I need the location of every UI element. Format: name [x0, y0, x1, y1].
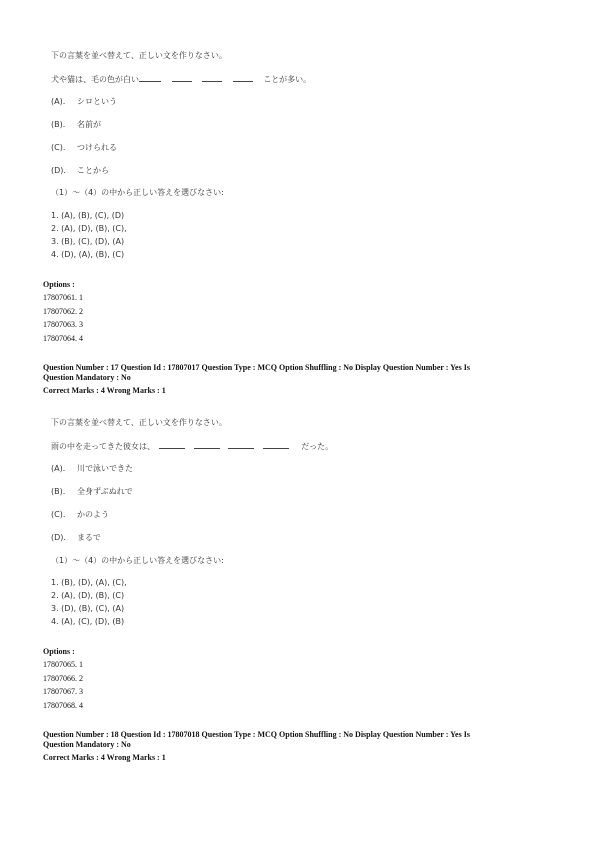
q16-sentence-start: 犬や猫は、毛の色が白い: [51, 75, 139, 84]
q17-blank-4: [263, 440, 289, 449]
choice-text: まるで: [77, 533, 101, 542]
q16-blank-1: [139, 73, 161, 82]
choice-label: (D).: [51, 166, 66, 175]
choice-text: ことから: [77, 166, 109, 175]
q16-choice-c: [51, 142, 117, 153]
q16-answer-2: 2. (A), (D), (B), (C),: [51, 224, 127, 233]
q16-option-2: 17807062. 2: [43, 307, 83, 316]
choice-label: (B).: [51, 120, 66, 129]
q16-answer-4: 4. (D), (A), (B), (C): [51, 250, 125, 259]
choice-text: 全身ずぶぬれで: [77, 487, 133, 496]
q16-blank-3: [202, 73, 222, 82]
q16-option-3: 17807063. 3: [43, 320, 83, 329]
q17-prompt: （1）～（4）の中から正しい答えを選びなさい:: [51, 556, 224, 565]
q18-meta-line-3: Correct Marks : 4 Wrong Marks : 1: [43, 753, 166, 762]
q17-blank-2: [194, 440, 220, 449]
choice-text: 川で泳いできた: [77, 464, 133, 473]
q16-instruction: 下の言葉を並べ替えて、正しい文を作りなさい。: [51, 51, 227, 60]
q17-option-1: 17807065. 1: [43, 660, 83, 669]
choice-label: (C).: [51, 510, 66, 519]
q18-meta-line-1: Question Number : 18 Question Id : 17807018 Question Type : MCQ Option Shuffling : No Display Question Number : Yes Is: [43, 730, 470, 739]
q17-sentence-end: だった。: [301, 442, 334, 451]
q16-options-title: Options :: [43, 280, 75, 289]
q17-meta-line-1: Question Number : 17 Question Id : 17807017 Question Type : MCQ Option Shuffling : No Display Question Number : Yes Is: [43, 363, 470, 372]
q17-sentence-start: 雨の中を走ってきた彼女は、: [51, 442, 155, 451]
choice-label: (A).: [51, 464, 66, 473]
q17-blank-1: [159, 440, 185, 449]
q17-option-4: 17807068. 4: [43, 701, 83, 710]
q16-blank-4: [233, 73, 253, 82]
q17-answer-4: 4. (A), (C), (D), (B): [51, 617, 125, 626]
q17-meta-line-3: Correct Marks : 4 Wrong Marks : 1: [43, 386, 166, 395]
q17-options-title: Options :: [43, 647, 75, 656]
choice-label: (B).: [51, 487, 66, 496]
q16-answer-3: 3. (B), (C), (D), (A): [51, 237, 125, 246]
q17-choice-a: [51, 463, 133, 474]
choice-label: (C).: [51, 143, 66, 152]
q16-answer-1: 1. (A), (B), (C), (D): [51, 211, 125, 220]
q17-answer-2: 2. (A), (D), (B), (C): [51, 591, 125, 600]
q17-sentence: [51, 440, 333, 452]
choice-text: シロという: [77, 97, 117, 106]
choice-label: (A).: [51, 97, 66, 106]
q16-choice-a: [51, 96, 117, 107]
choice-text: かのよう: [77, 510, 109, 519]
q18-meta-line-2: Question Mandatory : No: [43, 740, 131, 749]
q16-blank-2: [172, 73, 192, 82]
q17-choice-d: [51, 532, 101, 543]
choice-label: (D).: [51, 533, 66, 542]
choice-text: つけられる: [77, 143, 117, 152]
q17-answer-1: 1. (B), (D), (A), (C),: [51, 578, 127, 587]
q17-meta-line-2: Question Mandatory : No: [43, 373, 131, 382]
q17-blank-3: [228, 440, 254, 449]
q16-prompt: （1）～（4）の中から正しい答えを選びなさい:: [51, 188, 224, 197]
choice-text: 名前が: [77, 120, 101, 129]
q16-option-1: 17807061. 1: [43, 293, 83, 302]
q17-choice-c: [51, 509, 109, 520]
q16-choice-d: [51, 165, 109, 176]
q17-answer-3: 3. (D), (B), (C), (A): [51, 604, 125, 613]
q16-sentence: [51, 73, 311, 85]
q16-choice-b: [51, 119, 101, 130]
q17-instruction: 下の言葉を並べ替えて、正しい文を作りなさい。: [51, 418, 227, 427]
q17-choice-b: [51, 486, 133, 497]
q16-sentence-end: ことが多い。: [263, 75, 312, 84]
q17-option-2: 17807066. 2: [43, 674, 83, 683]
q16-option-4: 17807064. 4: [43, 334, 83, 343]
q17-option-3: 17807067. 3: [43, 687, 83, 696]
